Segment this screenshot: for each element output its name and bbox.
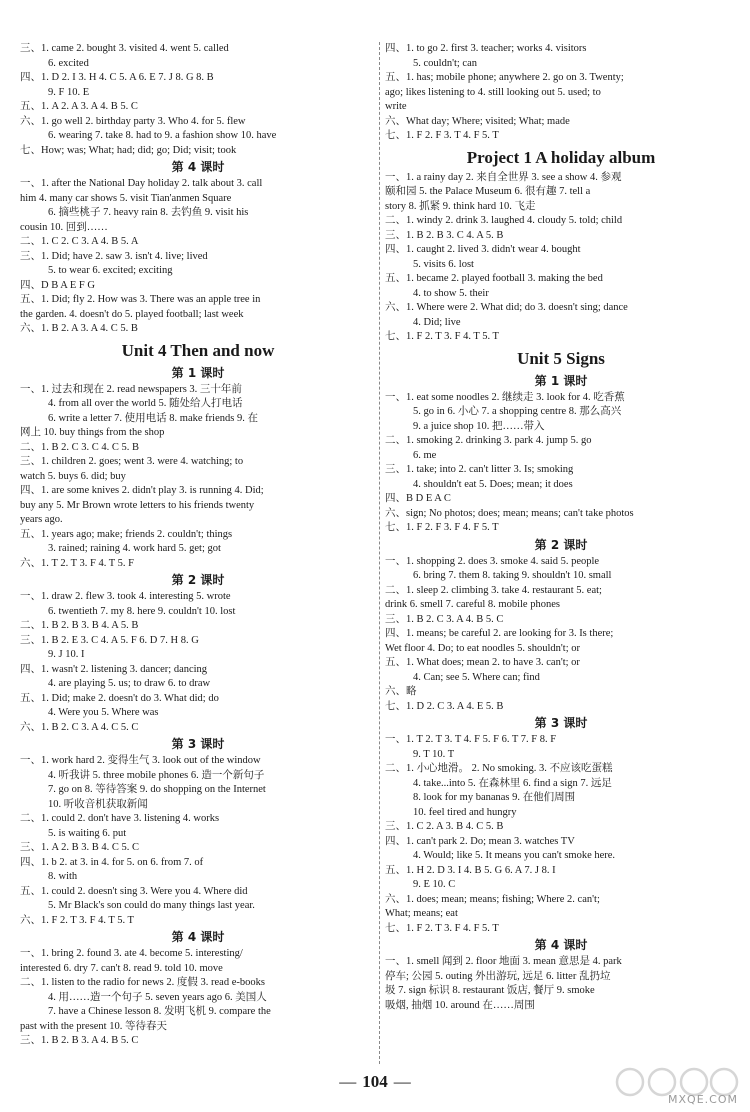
answer-line: 四、D B A E F G — [20, 279, 95, 291]
answer-line: 6. bring 7. them 8. taking 9. shouldn't 10. small — [413, 570, 612, 581]
answer-line: 四、1. means; be careful 2. are looking for 3. Is there; — [385, 628, 614, 639]
answer-line: 七、How; was; What; had; did; go; Did; visit; took — [20, 144, 237, 156]
right-column — [385, 42, 737, 1013]
answer-line: 六、1. go well 2. birthday party 3. Who 4. for 5. flew — [20, 115, 246, 127]
answer-line: 六、1. T 2. T 3. F 4. T 5. F — [20, 557, 134, 569]
answer-line: 五、1. H 2. D 3. I 4. B 5. G 6. A 7. J 8. I — [385, 864, 556, 876]
answer-line: 五、1. A 2. A 3. A 4. B 5. C — [20, 101, 138, 112]
answer-line: 三、1. C 2. A 3. B 4. C 5. B — [385, 821, 504, 832]
answer-line: 六、1. B 2. A 3. A 4. C 5. B — [20, 323, 138, 334]
answer-line: 一、1. smell 闻到 2. floor 地面 3. mean 意思是 4. park — [385, 956, 622, 967]
unit-heading: Unit 5 Signs — [517, 348, 605, 368]
answer-line: 一、1. work hard 2. 变得生气 3. look out of the window — [20, 755, 261, 766]
answer-line: ago; likes listening to 4. still looking out 5. used; to — [385, 86, 601, 98]
answer-line: 二、1. windy 2. drink 3. laughed 4. cloudy 5. told; child — [385, 215, 623, 226]
answer-line: 二、1. B 2. C 3. C 4. C 5. B — [20, 441, 140, 453]
unit-heading: Unit 4 Then and now — [121, 340, 275, 360]
answer-line: 二、1. listen to the radio for news 2. 度假 3. read e-books — [20, 977, 265, 988]
answer-line: 9. T 10. T — [413, 748, 455, 760]
answer-line: 6. wearing 7. take 8. had to 9. a fashion show 10. have — [48, 130, 277, 141]
answer-line: 4. Were you 5. Where was — [48, 707, 159, 718]
answer-line: the garden. 4. doesn't do 5. played football; last week — [20, 308, 244, 320]
answer-line: 一、1. eat some noodles 2. 继续走 3. look for 4. 吃香蕉 — [385, 391, 625, 403]
column-divider — [379, 42, 380, 1064]
answer-line: 四、1. wasn't 2. listening 3. dancer; dancing — [20, 663, 208, 675]
answer-line: 五、1. has; mobile phone; anywhere 2. go on 3. Twenty; — [385, 72, 624, 83]
answer-line: drink 6. smell 7. careful 8. mobile phones — [385, 599, 560, 610]
lesson-heading: 第 1 课时 — [171, 365, 225, 380]
answer-line: 8. look for my bananas 9. 在他们周围 — [413, 792, 576, 803]
lesson-heading: 第 3 课时 — [171, 737, 225, 751]
page-number: — 104 — — [339, 1072, 411, 1091]
answer-line: 三、1. B 2. B 3. C 4. A 5. B — [385, 229, 504, 241]
answer-line: 二、1. C 2. C 3. A 4. B 5. A — [20, 236, 139, 247]
answer-line: 三、1. A 2. B 3. B 4. C 5. C — [20, 842, 140, 853]
answer-line: 七、1. F 2. F 3. T 4. F 5. T — [385, 130, 499, 141]
answer-line: 七、1. F 2. F 3. F 4. F 5. T — [385, 522, 499, 533]
answer-line: 一、1. T 2. T 3. T 4. F 5. F 6. T 7. F 8. F — [385, 734, 557, 745]
answer-line: 五、1. years ago; make; friends 2. couldn't; things — [20, 528, 233, 540]
lesson-heading: 第 2 课时 — [171, 573, 225, 587]
answer-line: buy any 5. Mr Brown wrote letters to his friends twenty — [20, 499, 255, 511]
answer-line: 六、1. F 2. T 3. F 4. T 5. T — [20, 914, 134, 926]
answer-line: cousin 10. 回到…… — [20, 221, 108, 233]
answer-line: 9. J 10. I — [48, 649, 85, 660]
answer-line: 二、1. B 2. B 3. B 4. A 5. B — [20, 620, 139, 631]
answer-line: What; means; eat — [385, 908, 458, 919]
answer-line: 圾 7. sign 标识 8. restaurant 饭店, 餐厅 9. smoke — [385, 985, 595, 996]
answer-line: 9. a juice shop 10. 把……带入 — [413, 420, 545, 432]
answer-line: 四、1. D 2. I 3. H 4. C 5. A 6. E 7. J 8. G 8. B — [20, 72, 214, 83]
answer-line: 一、1. shopping 2. does 3. smoke 4. said 5. people — [385, 555, 600, 567]
answer-line: 3. rained; raining 4. work hard 5. get; got — [48, 543, 221, 554]
answer-line: 4. Can; see 5. Where can; find — [413, 671, 540, 683]
answer-line: 六、1. does; mean; means; fishing; Where 2. can't; — [385, 893, 600, 905]
answer-line: 4. from all over the world 5. 随处给人打电话 — [48, 398, 243, 409]
left-column — [20, 42, 376, 1049]
lesson-heading: 第 4 课时 — [534, 938, 588, 952]
answer-line: 二、1. sleep 2. climbing 3. take 4. restaurant 5. eat; — [385, 584, 602, 596]
answer-line: 9. E 10. C — [413, 879, 456, 890]
answer-line: 6. twentieth 7. my 8. here 9. couldn't 10. lost — [48, 605, 236, 617]
answer-line: 4. shouldn't eat 5. Does; mean; it does — [413, 478, 573, 490]
answer-line: 5. to wear 6. excited; exciting — [48, 265, 173, 276]
answer-line: 三、1. B 2. B 3. A 4. B 5. C — [20, 1035, 139, 1046]
answer-line: years ago. — [20, 514, 63, 525]
lesson-heading: 第 4 课时 — [171, 930, 225, 944]
answer-line: 吸烟, 抽烟 10. around 在……周围 — [385, 999, 535, 1011]
answer-line: 9. F 10. E — [48, 86, 90, 98]
answer-line: 4. Would; like 5. It means you can't smoke here. — [413, 850, 616, 861]
answer-line: 一、1. 过去和现在 2. read newspapers 3. 三十年前 — [20, 383, 242, 395]
answer-line: 七、1. F 2. T 3. F 4. T 5. T — [385, 331, 499, 342]
answer-line: 4. 用……造一个句子 5. seven years ago 6. 美国人 — [48, 991, 267, 1003]
answer-line: 一、1. draw 2. flew 3. took 4. interesting 5. wrote — [20, 591, 231, 602]
watermark-text: MXQE.COM — [668, 1093, 738, 1106]
lesson-heading: 第 2 课时 — [534, 537, 588, 552]
answer-line: 5. go in 6. 小心 7. a shopping centre 8. 那么高兴 — [413, 406, 622, 417]
answer-line: 三、1. take; into 2. can't litter 3. Is; smoking — [385, 464, 574, 475]
answer-line: 五、1. What does; mean 2. to have 3. can't; or — [385, 657, 580, 668]
answer-line: 10. 听收音机获取新闻 — [48, 798, 148, 810]
answer-line: 三、1. children 2. goes; went 3. were 4. watching; to — [20, 456, 244, 467]
answer-line: interested 6. dry 7. can't 8. read 9. told 10. move — [20, 962, 223, 974]
answer-line: 四、1. b 2. at 3. in 4. for 5. on 6. from 7. of — [20, 856, 204, 868]
answer-line: 5. Mr Black's son could do many things last year. — [48, 900, 255, 911]
answer-line: 二、1. 小心地滑。 2. No smoking. 3. 不应该吃蛋糕 — [385, 763, 613, 774]
answer-line: Wet floor 4. Do; to eat noodles 5. shouldn't; or — [385, 642, 580, 654]
answer-line: 4. are playing 5. us; to draw 6. to draw — [48, 678, 211, 689]
answer-line: 5. couldn't; can — [413, 57, 477, 69]
answer-line: 10. feel tired and hungry — [413, 806, 517, 818]
answer-line: 六、What day; Where; visited; What; made — [385, 115, 570, 127]
answer-line: 二、1. could 2. don't have 3. listening 4. works — [20, 813, 220, 824]
answer-line: 五、1. Did; fly 2. How was 3. There was an apple tree in — [20, 294, 261, 305]
answer-line: 一、1. after the National Day holiday 2. talk about 3. call — [20, 178, 263, 189]
answer-line: 三、1. B 2. C 3. A 4. B 5. C — [385, 613, 504, 625]
answer-line: 7. have a Chinese lesson 8. 发明飞机 9. compare the — [48, 1006, 271, 1017]
lesson-heading: 第 4 课时 — [171, 160, 225, 174]
answer-line: 五、1. could 2. doesn't sing 3. Were you 4. Where did — [20, 885, 248, 897]
answer-line: 三、1. Did; have 2. saw 3. isn't 4. live; lived — [20, 250, 208, 262]
answer-line: 颐和园 5. the Palace Museum 6. 很有趣 7. tell a — [385, 186, 591, 197]
answer-line: 6. 摘些桃子 7. heavy rain 8. 去钓鱼 9. visit his — [48, 207, 249, 218]
unit-heading: Project 1 A holiday album — [466, 147, 656, 167]
answer-line: 网上 10. buy things from the shop — [20, 427, 165, 438]
answer-line: 5. visits 6. lost — [413, 258, 474, 270]
answer-line: 七、1. F 2. T 3. F 4. F 5. T — [385, 922, 499, 934]
answer-line: 二、1. smoking 2. drinking 3. park 4. jump 5. go — [385, 435, 592, 446]
lesson-heading: 第 1 课时 — [534, 373, 588, 388]
answer-line: 4. take...into 5. 在森林里 6. find a sign 7. 远足 — [413, 777, 612, 789]
answer-line: 一、1. bring 2. found 3. ate 4. become 5. interesting/ — [20, 948, 243, 959]
answer-line: story 8. 抓紧 9. think hard 10. 飞走 — [385, 200, 536, 212]
answer-line: 8. with — [48, 871, 78, 882]
answer-line: past with the present 10. 等待春天 — [20, 1020, 167, 1032]
lesson-heading: 第 3 课时 — [534, 716, 588, 730]
answer-line: him 4. many car shows 5. visit Tian'anmen Square — [20, 192, 232, 204]
answer-line: 停车; 公园 5. outing 外出游玩, 远足 6. litter 乱扔垃 — [385, 970, 611, 982]
page-number-value: 104 — [362, 1072, 388, 1091]
answer-line: 五、1. Did; make 2. doesn't do 3. What did; do — [20, 692, 219, 704]
answer-line: 6. write a letter 7. 使用电话 8. make friends 9. 在 — [48, 412, 258, 424]
answer-line: 4. to show 5. their — [413, 287, 489, 299]
answer-line: 4. Did; live — [413, 316, 461, 328]
answer-line: 四、1. to go 2. first 3. teacher; works 4. visitors — [385, 43, 587, 54]
answer-line: 6. excited — [48, 57, 89, 69]
answer-line: 六、略 — [385, 686, 417, 697]
answer-line: 六、sign; No photos; does; mean; means; can't take photos — [385, 507, 634, 519]
answer-line: 5. is waiting 6. put — [48, 827, 127, 839]
answer-line: 四、1. are some knives 2. didn't play 3. is running 4. Did; — [20, 485, 264, 496]
answer-line: 三、1. came 2. bought 3. visited 4. went 5. called — [20, 43, 229, 54]
answer-line: 7. go on 8. 等待答案 9. do shopping on the Internet — [48, 784, 266, 795]
answer-line: watch 5. buys 6. did; buy — [20, 470, 126, 482]
answer-line: 三、1. B 2. E 3. C 4. A 5. F 6. D 7. H 8. G — [20, 634, 199, 646]
answer-line: 四、1. caught 2. lived 3. didn't wear 4. bought — [385, 244, 581, 255]
answer-line: 6. me — [413, 449, 437, 461]
answer-line: 六、1. Where were 2. What did; do 3. doesn't sing; dance — [385, 302, 628, 313]
answer-line: 五、1. became 2. played football 3. making the bed — [385, 273, 603, 284]
answer-line: 四、B D E A C — [385, 493, 451, 504]
answer-line: 六、1. B 2. C 3. A 4. C 5. C — [20, 721, 139, 733]
answer-line: 四、1. can't park 2. Do; mean 3. watches TV — [385, 835, 575, 847]
answer-line: write — [385, 101, 407, 112]
answer-line: 4. 听我讲 5. three mobile phones 6. 造一个新句子 — [48, 769, 265, 781]
answer-line: 七、1. D 2. C 3. A 4. E 5. B — [385, 700, 504, 712]
answer-line: 一、1. a rainy day 2. 来自全世界 3. see a show 4. 参观 — [385, 171, 622, 183]
